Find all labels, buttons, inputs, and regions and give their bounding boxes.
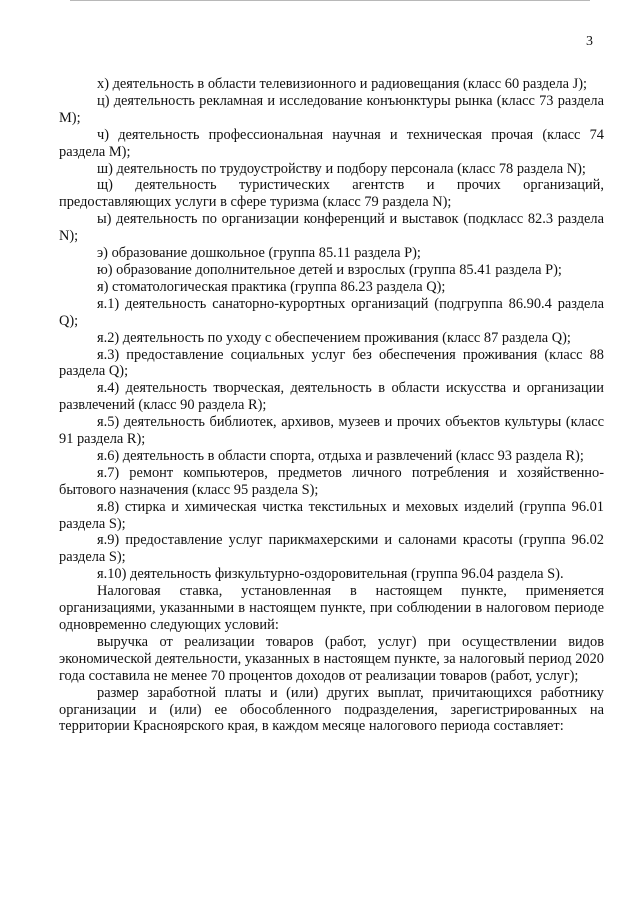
paragraph-condition-revenue: выручка от реализации товаров (работ, услуг) при осуществлении видов экономической деятельности, указанных в настоящем пункте, за налоговый период 2020 года составила не менее 70 процентов доходов от реализации товаров (работ, услуг); [59,633,604,684]
paragraph-item-ya2: я.2) деятельность по уходу с обеспечением проживания (класс 87 раздела Q); [97,329,571,346]
paragraph-item-e: э) образование дошкольное (группа 85.11 раздела Р); [97,245,421,262]
paragraph-item-ya3: я.3) предоставление социальных услуг без обеспечения проживания (класс 88 раздела Q); [59,346,604,380]
scan-edge-line [70,0,590,4]
document-body [59,76,604,735]
paragraph-item-ya10: я.10) деятельность физкультурно-оздоровительная (группа 96.04 раздела S). [97,566,564,583]
paragraph-item-ya7: я.7) ремонт компьютеров, предметов личного потребления и хозяйственно-бытового назначения (класс 95 раздела S); [59,464,604,498]
paragraph-item-ya4: я.4) деятельность творческая, деятельность в области искусства и организации развлечений (класс 90 раздела R); [59,380,604,414]
paragraph-item-ya9: я.9) предоставление услуг парикмахерскими и салонами красоты (группа 96.02 раздела S); [59,532,604,566]
paragraph-item-yu: ю) образование дополнительное детей и взрослых (группа 85.41 раздела Р); [97,261,562,278]
paragraph-item-ya8: я.8) стирка и химическая чистка текстильных и меховых изделий (группа 96.01 раздела S); [59,498,604,532]
paragraph-item-ya1: я.1) деятельность санаторно-курортных организаций (подгруппа 86.90.4 раздела Q); [59,295,604,329]
paragraph-item-kh: х) деятельность в области телевизионного и радиовещания (класс 60 раздела J); [97,76,588,92]
page-number: 3 [586,34,593,49]
paragraph-item-shch: щ) деятельность туристических агентств и прочих организаций, предоставляющих услуги в сфере туризма (класс 79 раздела N); [59,177,604,211]
paragraph-tax-rate: Налоговая ставка, установленная в настоящем пункте, применяется организациями, указанными в настоящем пункте, при соблюдении в налоговом периоде одновременно следующих условий: [59,583,604,633]
paragraph-item-ya6: я.6) деятельность в области спорта, отдыха и развлечений (класс 93 раздела R); [97,447,584,464]
paragraph-item-ya: я) стоматологическая практика (группа 86.23 раздела Q); [97,278,446,295]
paragraph-condition-salary: размер заработной платы и (или) других выплат, причитающихся работнику организации и (или) ее обособленного подразделения, зарегистрированных на территории Красноярского края, в каждом месяце налогового периода составляет: [59,684,604,735]
paragraph-item-y: ы) деятельность по организации конференций и выставок (подкласс 82.3 раздела N); [59,211,604,245]
paragraph-item-sh: ш) деятельность по трудоустройству и подбору персонала (класс 78 раздела N); [97,160,586,177]
paragraph-item-ya5: я.5) деятельность библиотек, архивов, музеев и прочих объектов культуры (класс 91 раздела R); [59,414,604,448]
paragraph-item-ch: ч) деятельность профессиональная научная и техническая прочая (класс 74 раздела М); [59,126,604,160]
paragraph-item-ts: ц) деятельность рекламная и исследование конъюнктуры рынка (класс 73 раздела М); [59,92,604,126]
